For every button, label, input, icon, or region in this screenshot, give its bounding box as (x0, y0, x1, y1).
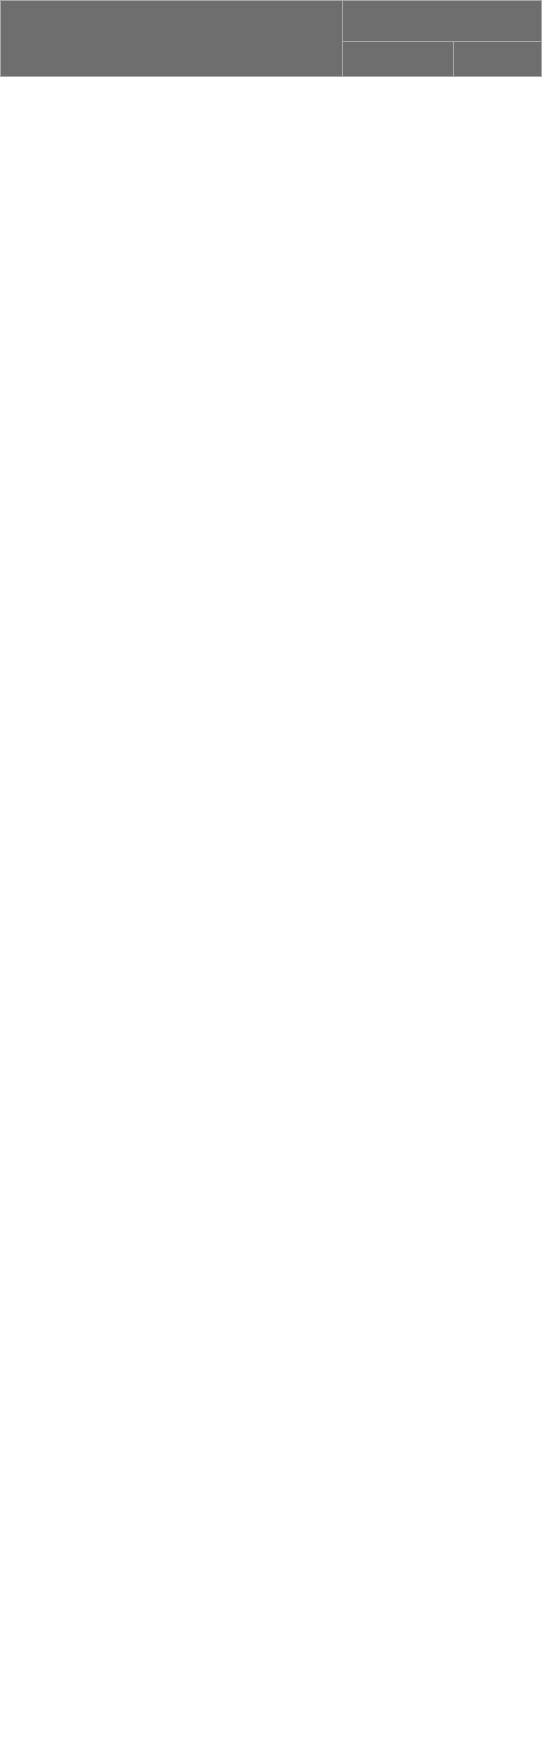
header-total (343, 1, 542, 42)
characteristics-table (0, 0, 542, 77)
header-row-1 (1, 1, 542, 42)
header-frequency (343, 42, 454, 77)
header-characteristics (1, 1, 343, 77)
header-percent (454, 42, 542, 77)
